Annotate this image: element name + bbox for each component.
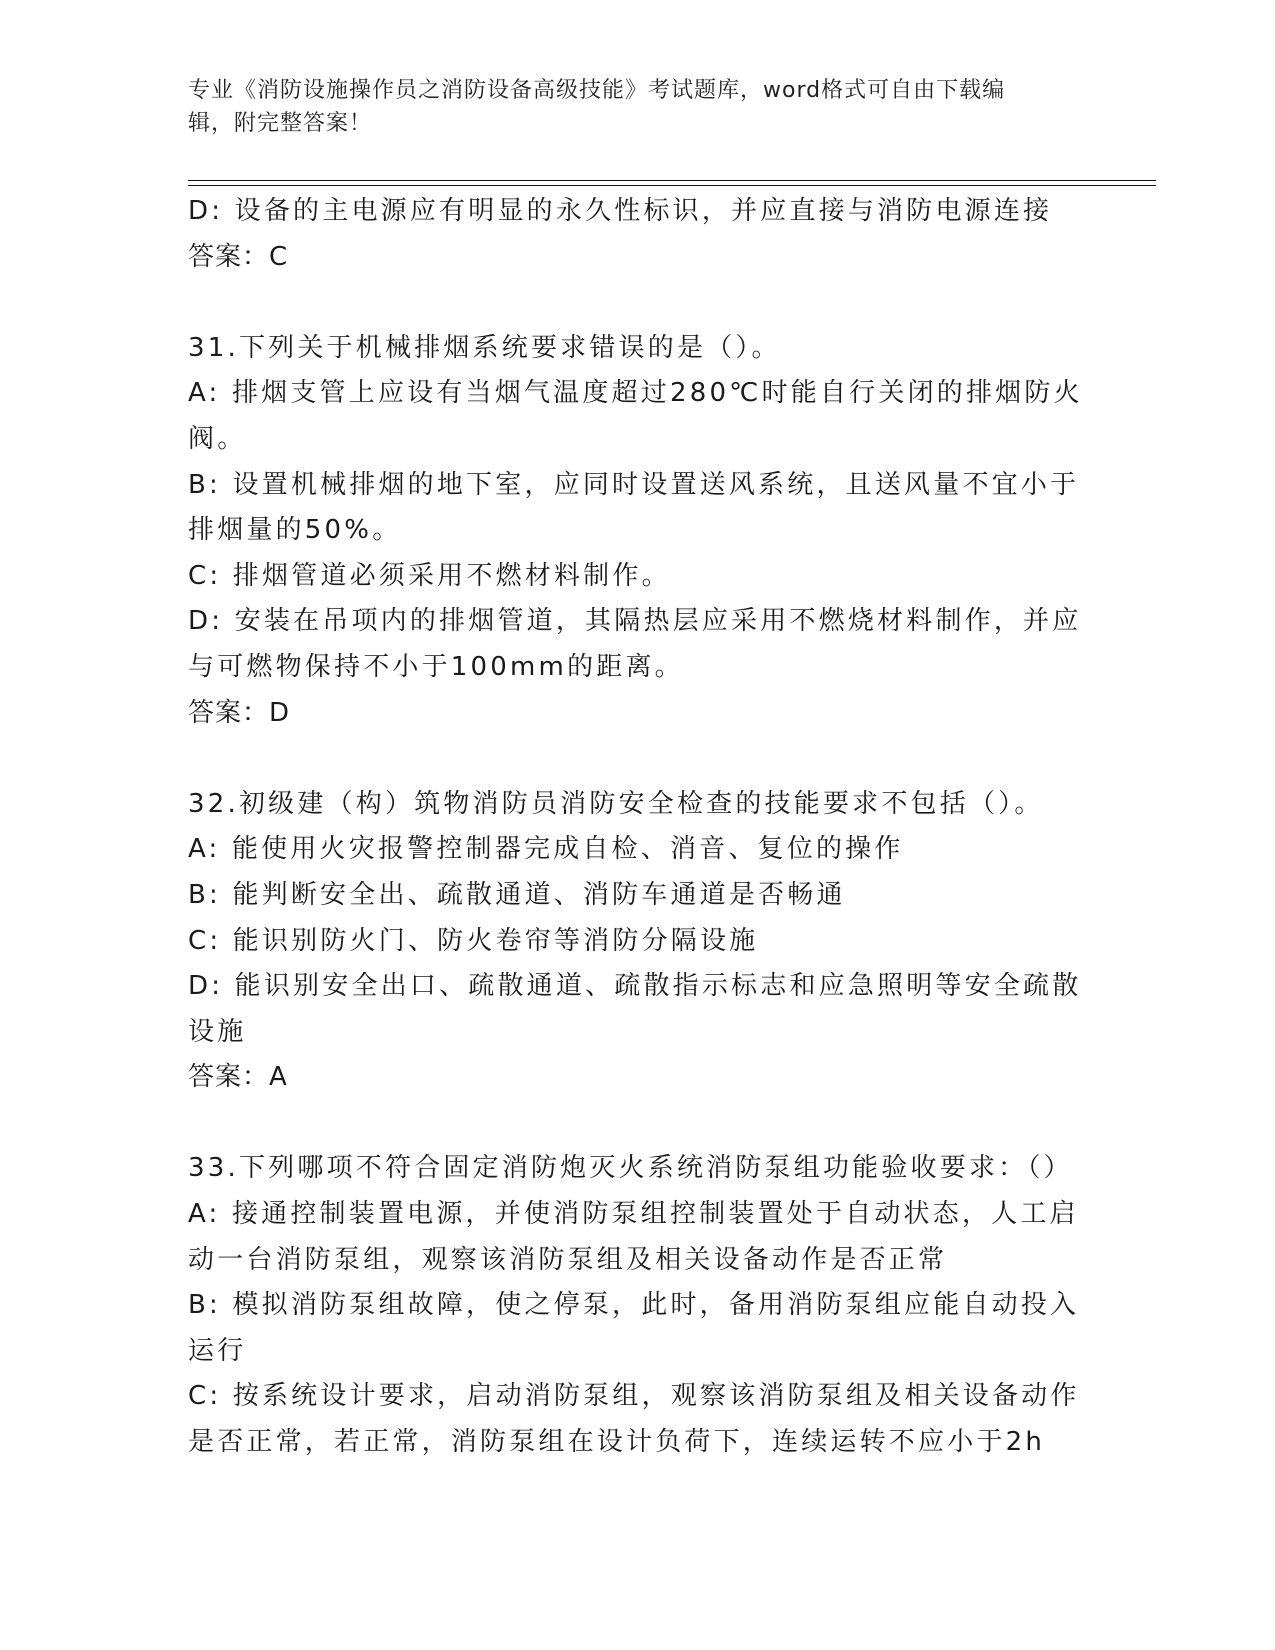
option-line: 与可燃物保持不小于100mm的距离。 bbox=[188, 651, 684, 682]
option-line: 阀。 bbox=[188, 423, 247, 454]
option-line: B: 模拟消防泵组故障，使之停泵，此时，备用消防泵组应能自动投入 bbox=[188, 1290, 1080, 1321]
option-line: D: 能识别安全出口、疏散通道、疏散指示标志和应急照明等安全疏散 bbox=[188, 971, 1082, 1002]
option-line: 是否正常，若正常，消防泵组在设计负荷下，连续运转不应小于2h bbox=[188, 1427, 1046, 1458]
option-line: C: 排烟管道必须采用不燃材料制作。 bbox=[188, 560, 671, 591]
option-line: C: 按系统设计要求，启动消防泵组，观察该消防泵组及相关设备动作 bbox=[188, 1381, 1080, 1412]
header-line: 辑，附完整答案！ bbox=[188, 111, 373, 136]
option-line: A: 能使用火灾报警控制器完成自检、消音、复位的操作 bbox=[188, 834, 904, 865]
spacer bbox=[188, 1101, 1088, 1147]
header-divider bbox=[188, 180, 1156, 181]
page-header bbox=[188, 74, 1088, 140]
answer-line: 答案：A bbox=[188, 1062, 288, 1093]
spacer bbox=[188, 736, 1088, 782]
option-line: 排烟量的50%。 bbox=[188, 515, 402, 546]
option-line: B: 设置机械排烟的地下室，应同时设置送风系统，且送风量不宜小于 bbox=[188, 469, 1080, 500]
option-line: 动一台消防泵组，观察该消防泵组及相关设备动作是否正常 bbox=[188, 1244, 948, 1275]
spacer bbox=[188, 280, 1088, 326]
option-line: C: 能识别防火门、防火卷帘等消防分隔设施 bbox=[188, 925, 759, 956]
option-line: D: 安装在吊项内的排烟管道，其隔热层应采用不燃烧材料制作，并应 bbox=[188, 606, 1082, 637]
answer-line: 答案：D bbox=[188, 697, 291, 728]
question-stem: 33.下列哪项不符合固定消防炮灭火系统消防泵组功能验收要求：（） bbox=[188, 1153, 1073, 1184]
option-d: D: 设备的主电源应有明显的永久性标识，并应直接与消防电源连接 bbox=[188, 196, 1053, 226]
option-line: 运行 bbox=[188, 1335, 247, 1366]
option-line: 设施 bbox=[188, 1016, 247, 1047]
question-list bbox=[188, 189, 1088, 1466]
header-divider bbox=[188, 185, 1156, 186]
header-line: 专业《消防设施操作员之消防设备高级技能》考试题库，word格式可自由下载编 bbox=[188, 78, 1006, 103]
question-stem: 31.下列关于机械排烟系统要求错误的是（）。 bbox=[188, 332, 781, 363]
question-stem: 32.初级建（构）筑物消防员消防安全检查的技能要求不包括（）。 bbox=[188, 788, 1044, 819]
option-line: B: 能判断安全出、疏散通道、消防车通道是否畅通 bbox=[188, 879, 846, 910]
answer-line: 答案：C bbox=[188, 241, 289, 272]
option-line: A: 排烟支管上应设有当烟气温度超过280℃时能自行关闭的排烟防火 bbox=[188, 378, 1083, 409]
option-line: A: 接通控制装置电源，并使消防泵组控制装置处于自动状态，人工启 bbox=[188, 1199, 1079, 1230]
